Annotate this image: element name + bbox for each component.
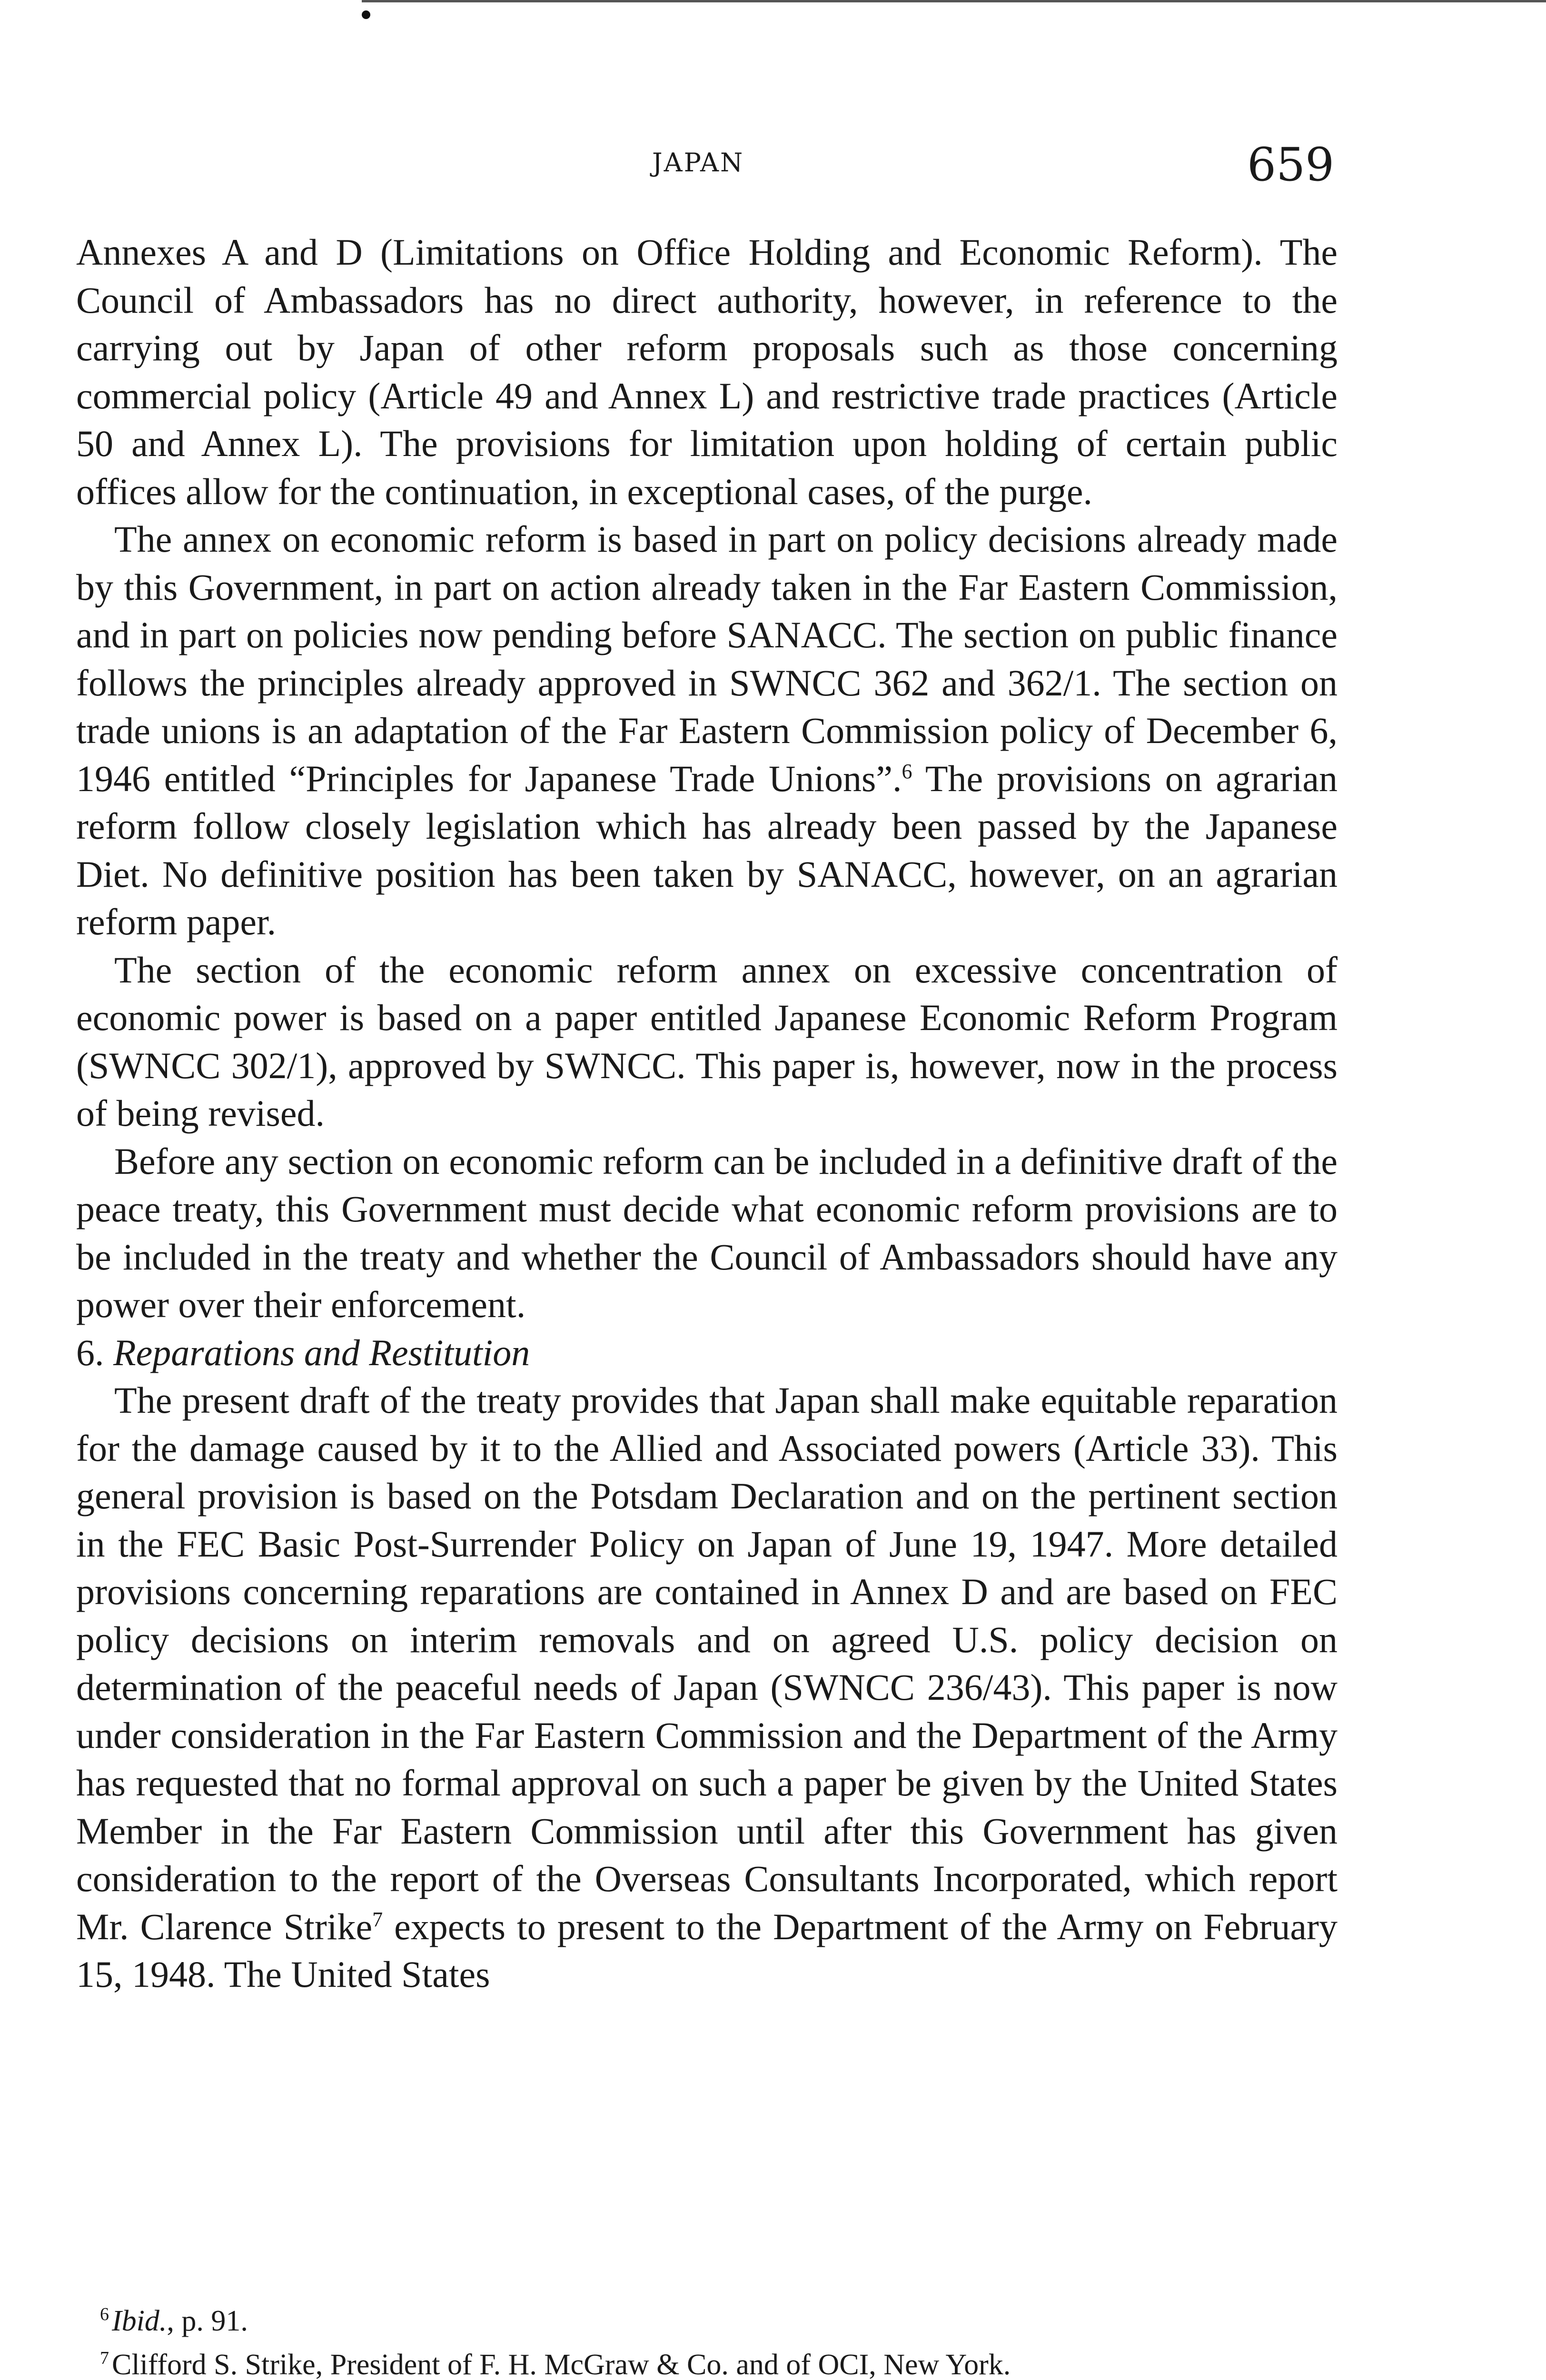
footnote-7-text: Clifford S. Strike, President of F. H. McGraw & Co. and of OCI, New York. [112,2349,1011,2380]
footnotes [100,2299,1338,2380]
body-text [76,228,1338,1999]
paragraph-2-text-a: The annex on economic reform is based in part on policy decisions already made by this Government, in part on action already taken in the Far Eastern Commission, and in part on policies now pending before SANACC. The section on public finance follows the principles already approved in SWNCC 362 and 362/1. The section on trade unions is an adaptation of the Far Eastern Commission policy of December 6, 1946 entitled “Principles for Japanese Trade Unions”. [76,518,1338,799]
section-heading [76,1329,1338,1377]
paragraph-5-text-a: The present draft of the treaty provides that Japan shall make equitable reparation for the damage caused by it to the Allied and Associated powers (Article 33). This general provision is based on the Potsdam Declaration and on the pertinent section in the FEC Basic Post-Surrender Policy on Japan of June 19, 1947. More detailed provisions concerning reparations are contained in Annex D and are based on FEC policy decisions on interim removals and on agreed U.S. policy decision on determination of the peaceful needs of Japan (SWNCC 236/43). This paper is now under consideration in the Far Eastern Commission and the Department of the Army has requested that no formal approval on such a paper be given by the United States Member in the Far Eastern Commission until after this Government has given consideration to the report of the Overseas Consultants Incorporated, which report Mr. Clarence Strike [76,1379,1338,1947]
paragraph-5 [76,1377,1338,1999]
paragraph-5-text-b: expects to present to the Department of the Army on February 15, 1948. The United States [76,1905,1338,1995]
paragraph-2 [76,516,1338,946]
footnote-ref-7: 7 [372,1907,383,1931]
section-number: 6. [76,1331,104,1373]
page-number: 659 [1247,138,1335,191]
footnote-ref-6: 6 [902,759,912,783]
scan-dot-mark [362,10,370,19]
section-title: Reparations and Restitution [113,1331,530,1373]
footnote-7 [100,2343,1338,2380]
footnote-6-mark: 6 [100,2304,109,2325]
footnote-6-text: , p. 91. [167,2305,248,2337]
top-edge-rule [362,0,1546,2]
footnote-6-ibid: Ibid. [112,2305,167,2337]
paragraph-3: The section of the economic reform annex on excessive concentration of economic power is based on a paper entitled Japanese Economic Reform Program (SWNCC 302/1), approved by SWNCC. This paper is, however, now in the process of being revised. [76,949,1338,1134]
paragraph-1: Annexes A and D (Limitations on Office Holding and Economic Reform). The Council of Ambassadors has no direct authority, however, in reference to the carrying out by Japan of other reform proposals such as those concerning commercial policy (Article 49 and Annex L) and restrictive trade practices (Article 50 and Annex L). The provisions for limitation upon holding of certain public offices allow for the continuation, in exceptional cases, of the purge. [76,231,1338,512]
footnote-6 [100,2299,1338,2343]
footnote-7-mark: 7 [100,2348,109,2369]
paragraph-4: Before any section on economic reform can be included in a definitive draft of the peace treaty, this Government must decide what economic reform provisions are to be included in the treaty and whether the Council of Ambassadors should have any power over their enforcement. [76,1140,1338,1325]
paragraph-2-text-b: The provisions on agrarian reform follow closely legislation which has already been passed by the Japanese Diet. No definitive position has been taken by SANACC, however, on an agrarian reform paper. [76,757,1338,942]
running-head: JAPAN [652,148,744,178]
